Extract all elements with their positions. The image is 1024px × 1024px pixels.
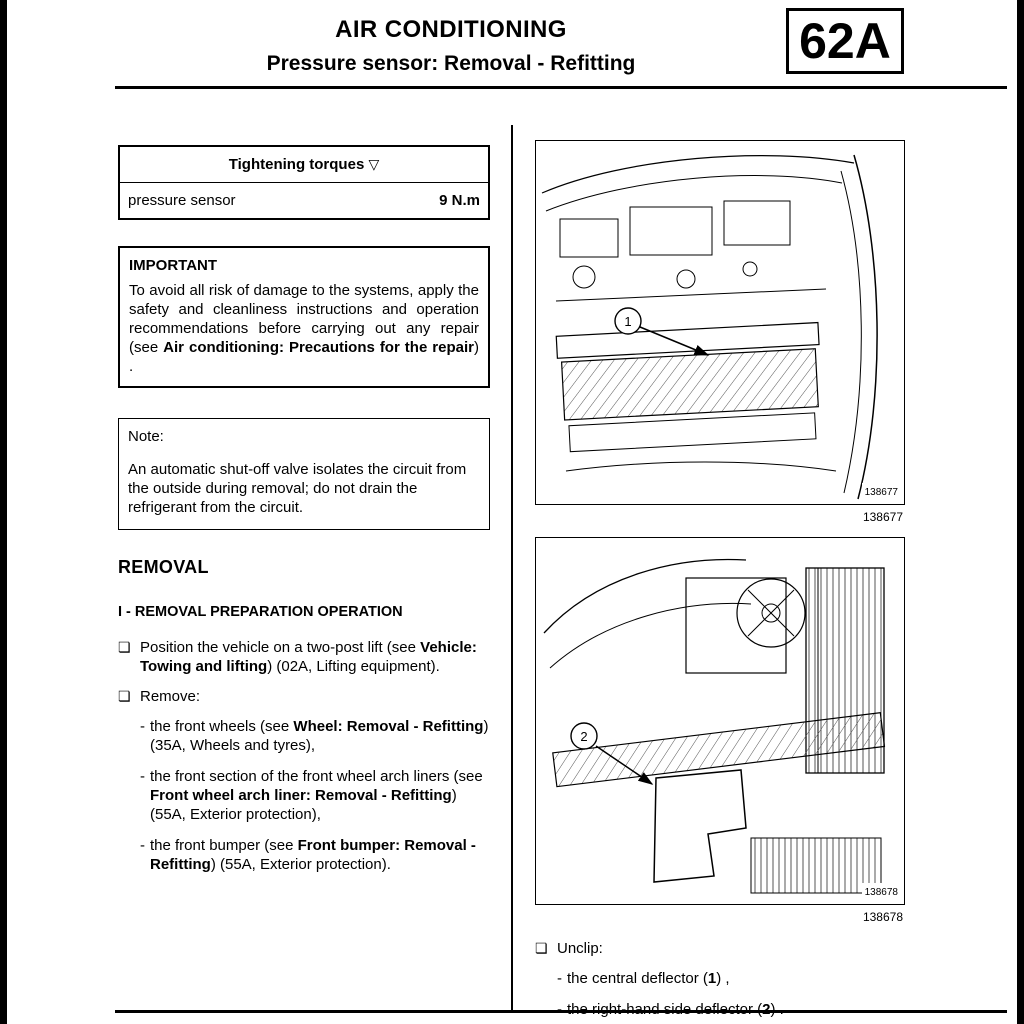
bullet-icon: ❏ — [118, 639, 131, 655]
figure-1-caption: 138677 — [862, 510, 903, 524]
unclip-substep-side-deflector — [557, 1000, 905, 1019]
torque-symbol-icon: ▽ — [368, 156, 380, 172]
unclip-substep-text: the central deflector (1) , — [567, 970, 730, 987]
torque-label: pressure sensor — [128, 192, 236, 209]
torque-table — [118, 145, 490, 220]
removal-heading: REMOVAL — [118, 557, 209, 577]
unclip-section — [535, 939, 905, 1019]
figure-2-caption: 138678 — [862, 910, 903, 924]
removal-substep-front-bumper — [140, 836, 490, 874]
removal-substep-text: the front wheels (see Wheel: Removal - Refitting) (35A, Wheels and tyres), — [150, 718, 489, 754]
removal-substep-arch-liners — [140, 767, 490, 824]
engine-bay-illustration — [536, 141, 903, 503]
unclip-substep-text: the right-hand side deflector (2) . — [567, 1001, 784, 1018]
removal-step-position — [118, 638, 490, 676]
torque-table-row — [120, 183, 488, 218]
unclip-step — [535, 939, 905, 958]
right-column — [535, 140, 905, 1024]
removal-subheading: I - REMOVAL PREPARATION OPERATION — [118, 604, 403, 620]
bullet-icon: ❏ — [535, 940, 548, 956]
removal-step-text: Position the vehicle on a two-post lift (see Vehicle: Towing and lifting) (02A, Lifting equipment). — [140, 639, 477, 675]
dash-marker: - — [557, 970, 562, 987]
dash-marker: - — [140, 768, 145, 785]
header-rule — [115, 86, 1007, 89]
figure-1-number-inset: 138677 — [862, 483, 901, 502]
removal-substep-text: the front section of the front wheel arch liners (see Front wheel arch liner: Removal - Refitting) (55A, Exterior protection), — [150, 768, 483, 823]
note-title: Note: — [128, 428, 164, 445]
unclip-substep-central-deflector — [557, 969, 905, 988]
torque-table-header — [120, 147, 488, 183]
important-box — [118, 246, 490, 388]
column-divider — [511, 125, 513, 1011]
page-edge-right — [1017, 0, 1024, 1024]
note-body: An automatic shut-off valve isolates the circuit from the outside during removal; do not drain the refrigerant from the circuit. — [128, 461, 467, 516]
figure-2 — [535, 537, 905, 905]
removal-substep-text: the front bumper (see Front bumper: Removal - Refitting) (55A, Exterior protection). — [150, 837, 476, 873]
callout-2-number: 2 — [580, 729, 588, 744]
callout-1-number: 1 — [624, 314, 632, 329]
removal-step-remove — [118, 687, 490, 706]
torque-value: 9 N.m — [439, 192, 480, 209]
figure-2-number-inset: 138678 — [862, 883, 901, 902]
torque-table-title: Tightening torques — [228, 156, 365, 173]
important-body: To avoid all risk of damage to the systems, apply the safety and cleanliness instructions and operation recommendations before carrying out any repair (see Air conditioning: Precautions for the repair) . — [129, 282, 479, 375]
dash-marker: - — [140, 837, 145, 854]
section-code-box: 62A — [786, 8, 904, 74]
front-end-illustration — [536, 538, 903, 903]
dash-marker: - — [557, 1001, 562, 1018]
page-edge-left — [0, 0, 7, 1024]
page-title: AIR CONDITIONING — [335, 16, 567, 43]
unclip-step-text: Unclip: — [557, 940, 603, 957]
removal-step-text: Remove: — [140, 688, 201, 705]
note-box — [118, 418, 490, 530]
page-subtitle: Pressure sensor: Removal - Refitting — [266, 52, 636, 75]
left-column — [118, 145, 490, 886]
important-title: IMPORTANT — [129, 257, 218, 274]
removal-substep-front-wheels — [140, 717, 490, 755]
dash-marker: - — [140, 718, 145, 735]
figure-1 — [535, 140, 905, 505]
bullet-icon: ❏ — [118, 688, 131, 704]
